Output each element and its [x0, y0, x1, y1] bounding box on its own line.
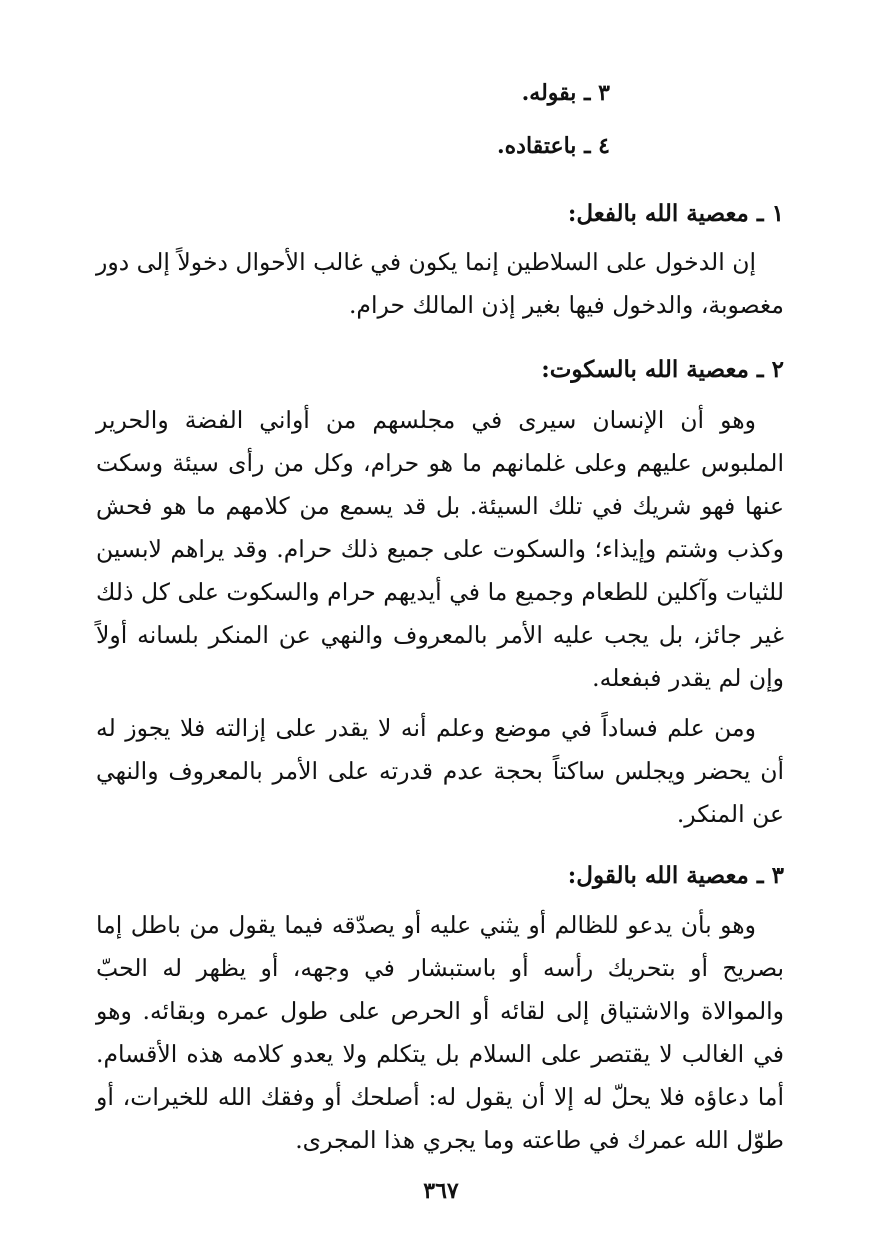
- list-item-3: ٣ ـ بقوله.: [521, 80, 610, 106]
- section-2-paragraph-2: ومن علم فساداً في موضع وعلم أنه لا يقدر على إزالته فلا يجوز له أن يحضر ويجلس ساكتاً بحجة عدم قدرته على الأمر بالمعروف والنهي عن المنكر.: [96, 714, 784, 828]
- page-number: ٣٦٧: [423, 1178, 459, 1204]
- section-heading-1: ١ ـ معصية الله بالفعل:: [567, 200, 784, 227]
- section-heading-2: ٢ ـ معصية الله بالسكوت:: [541, 356, 784, 383]
- section-1-paragraph: إن الدخول على السلاطين إنما يكون في غالب الأحوال دخولاً إلى دور مغصوبة، والدخول فيها بغير إذن المالك حرام.: [96, 248, 784, 319]
- section-3-paragraph: وهو بأن يدعو للظالم أو يثني عليه أو يصدّقه فيما يقول من باطل إما بصريح أو بتحريك رأسه أو باستبشار في وجهه، أو يظهر له الحبّ والموالاة والاشتياق إلى لقائه أو الحرص على طول عمره وبقائه. وهو في الغالب لا يقتصر على السلام بل يتكلم ولا يعدو كلامه هذه الأقسام. أما دعاؤه فلا يحلّ له إلا أن يقول له: أصلحك أو وفقك الله للخيرات، أو طوّل الله عمرك في طاعته وما يجري هذا المجرى.: [96, 911, 784, 1154]
- list-item-4: ٤ ـ باعتقاده.: [497, 133, 610, 159]
- section-heading-3: ٣ ـ معصية الله بالقول:: [567, 862, 784, 889]
- section-2-paragraph-1: وهو أن الإنسان سيرى في مجلسهم من أواني الفضة والحرير الملبوس عليهم وعلى غلمانهم ما هو حرام، وكل من رأى سيئة وسكت عنها فهو شريك في تلك السيئة. بل قد يسمع من كلامهم ما هو فحش وكذب وشتم وإيذاء؛ والسكوت على جميع ذلك حرام. وقد يراهم لابسين للثيات وآكلين للطعام وجميع ما في أيديهم حرام والسكوت على كل ذلك غير جائز، بل يجب عليه الأمر بالمعروف والنهي عن المنكر بلسانه أولاً وإن لم يقدر فبفعله.: [96, 406, 784, 692]
